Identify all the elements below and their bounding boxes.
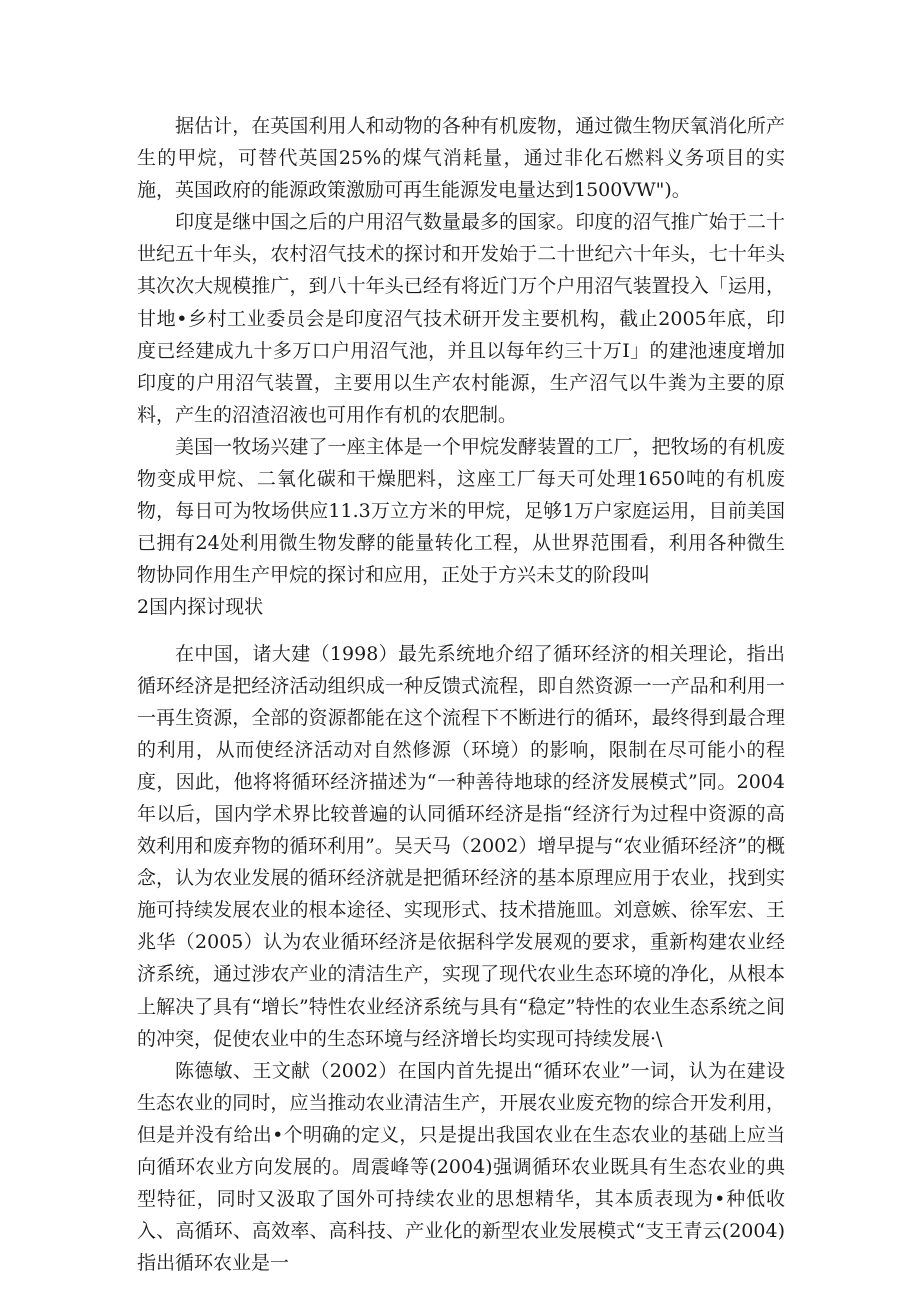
paragraph-china-circular-economy: 在中国，诸大建（1998）最先系统地介绍了循环经济的相关理论，指出循环经济是把经济活动组织成一种反馈式流程，即自然资源一一产品和利用一一再生资源，全部的资源都能在这个流程下不断进行的循环，最终得到最合理的利用，从而使经济活动对自然修源（环境）的影响，限制在尽可能小的程度，因此，他将将循环经济描述为“一种善待地球的经济发展模式”同。2004年以后，国内学术界比较普遍的认同循环经济是指“经济行为过程中资源的高效利用和废弃物的循环利用”。吴天马（2002）增早提与“农业循环经济”的概念，认为农业发展的循环经济就是把循环经济的基本原理应用于农业，找到实施可持续发展农业的根本途径、实现形式、技术措施皿。刘意嫉、徐军宏、王兆华（2005）认为农业循环经济是依据科学发展观的要求，重新构建农业经济系统，通过涉农产业的清洁生产，实现了现代农业生态环境的净化，从根本上解决了具有“增长”特性农业经济系统与具有“稳定”特性的农业生态系统之间的冲突，促使农业中的生态环境与经济增长均实现可持续发展·\ bbox=[137, 642, 785, 1050]
paragraph-uk-methane: 据估计，在英国利用人和动物的各种有机废物，通过微生物厌氧消化所产生的甲烷，可替代英国25%的煤气消耗量，通过非化石燃料义务项目的实施，英国政府的能源政策激励可再生能源发电量达到1500VW")。 bbox=[137, 115, 785, 202]
document-body bbox=[137, 110, 785, 1279]
paragraph-usa-ranch: 美国一牧场兴建了一座主体是一个甲烷发酵装置的工厂，把牧场的有机废物变成甲烷、二氧化碳和干燥肥料，这座工厂每天可处理1650吨的有机废物，每日可为牧场供应11.3万立方米的甲烷，足够1万户家庭运用，目前美国已拥有24处利用微生物发酵的能量转化工程，从世界范围看，利用各种微生物协同作用生产甲烷的探讨和应用，正处于方兴未艾的阶段叫 bbox=[137, 435, 785, 587]
paragraph-circular-agriculture: 陈德敏、王文献（2002）在国内首先提出“循环农业”一词，认为在建设生态农业的同时，应当推动农业清洁生产，开展农业废充物的综合开发利用，但是并没有给出•个明确的定义，只是提出我国农业在生态农业的基础上应当向循环农业方向发展的。周震峰等(2004)强调循环农业既具有生态农业的典型特征，同时又汲取了国外可持续农业的思想精华，其本质表现为•种低收入、高循环、高效率、高科技、产业化的新型农业发展模式“支王青云(2004)指出循环农业是一 bbox=[137, 1059, 785, 1275]
section-heading: 2国内探讨现状 bbox=[137, 596, 264, 619]
paragraph-india-biogas: 印度是继中国之后的户用沼气数量最多的国家。印度的沼气推广始于二十世纪五十年头，农村沼气技术的探讨和开发始于二十世纪六十年头，七十年头其次次大规模推广，到八十年头已经有将近门万个户用沼气装置投入「运用，甘地•乡村工业委员会是印度沼气技术研开发主要机构，截止2005年底，印度已经建成九十多万口户用沼气池，并且以每年约三十万I」的建池速度增加印度的户用沼气装置，主要用以生产农村能源，生产沼气以牛粪为主要的原料，产生的沼渣沼液也可用作有机的农肥制。 bbox=[137, 211, 785, 426]
